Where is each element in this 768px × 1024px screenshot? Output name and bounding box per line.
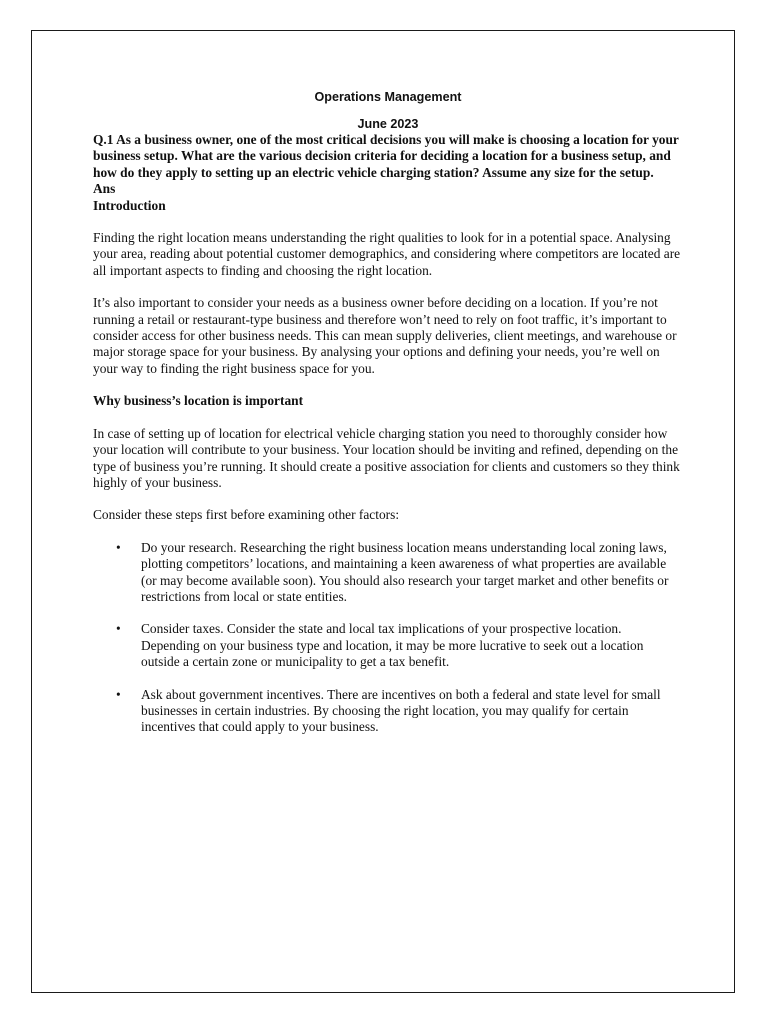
list-item-text: Do your research. Researching the right business location means understanding local zoning laws, plotting competitors’ locations, and maintaining a keen awareness of what properties are available (or may become available soon). You should also research your target market and other benefits or restrictions from local or state entities. [141, 539, 669, 604]
introduction-paragraph-2: It’s also important to consider your needs as a business owner before deciding on a location. If you’re not running a retail or restaurant-type business and therefore won’t need to rely on foot traffic, it’s important to consider access for other business needs. This can mean supply deliveries, client meetings, and warehouse or major storage space for your business. By analysing your options and defining your needs, you’re well on your way to finding the right business space for you. [93, 295, 677, 376]
list-item [93, 621, 683, 670]
answer-label: Ans [93, 181, 116, 197]
list-item [93, 540, 683, 606]
document-content [93, 89, 683, 752]
bullet-icon: • [116, 621, 121, 637]
steps-list [93, 540, 683, 736]
list-item-text: Consider taxes. Consider the state and local tax implications of your prospective location. Depending on your business type and location, it may be more lucrative to seek out a location outside a certain zone or municipality to get a tax benefit. [141, 621, 644, 670]
question-text: Q.1 As a business owner, one of the most critical decisions you will make is choosing a location for your business setup. What are the various decision criteria for deciding a location for a business setup, and how do they apply to setting up an electric vehicle charging station? Assume any size for the setup. [93, 132, 679, 180]
document-subject: Operations Management [314, 90, 462, 104]
bullet-icon: • [116, 686, 121, 702]
document-page [31, 30, 735, 993]
steps-intro: Consider these steps first before examining other factors: [93, 507, 400, 523]
list-item [93, 687, 683, 736]
introduction-paragraph-1: Finding the right location means understanding the right qualities to look for in a potential space. Analysing your area, reading about potential customer demographics, and considering where competitors are located are all important aspects to finding and choosing the right location. [93, 230, 681, 278]
document-date: June 2023 [357, 117, 419, 131]
list-item-text: Ask about government incentives. There are incentives on both a federal and state level for small businesses in certain industries. By choosing the right location, you may qualify for certain incentives that could apply to your business. [141, 686, 661, 735]
why-location-paragraph: In case of setting up of location for electrical vehicle charging station you need to thoroughly consider how your location will contribute to your business. Your location should be inviting and refined, depending on the type of business you’re running. It should create a positive association for clients and customers so they think highly of your business. [93, 425, 680, 490]
bullet-icon: • [116, 539, 121, 555]
why-location-heading: Why business’s location is important [93, 393, 304, 409]
introduction-heading: Introduction [93, 197, 166, 213]
